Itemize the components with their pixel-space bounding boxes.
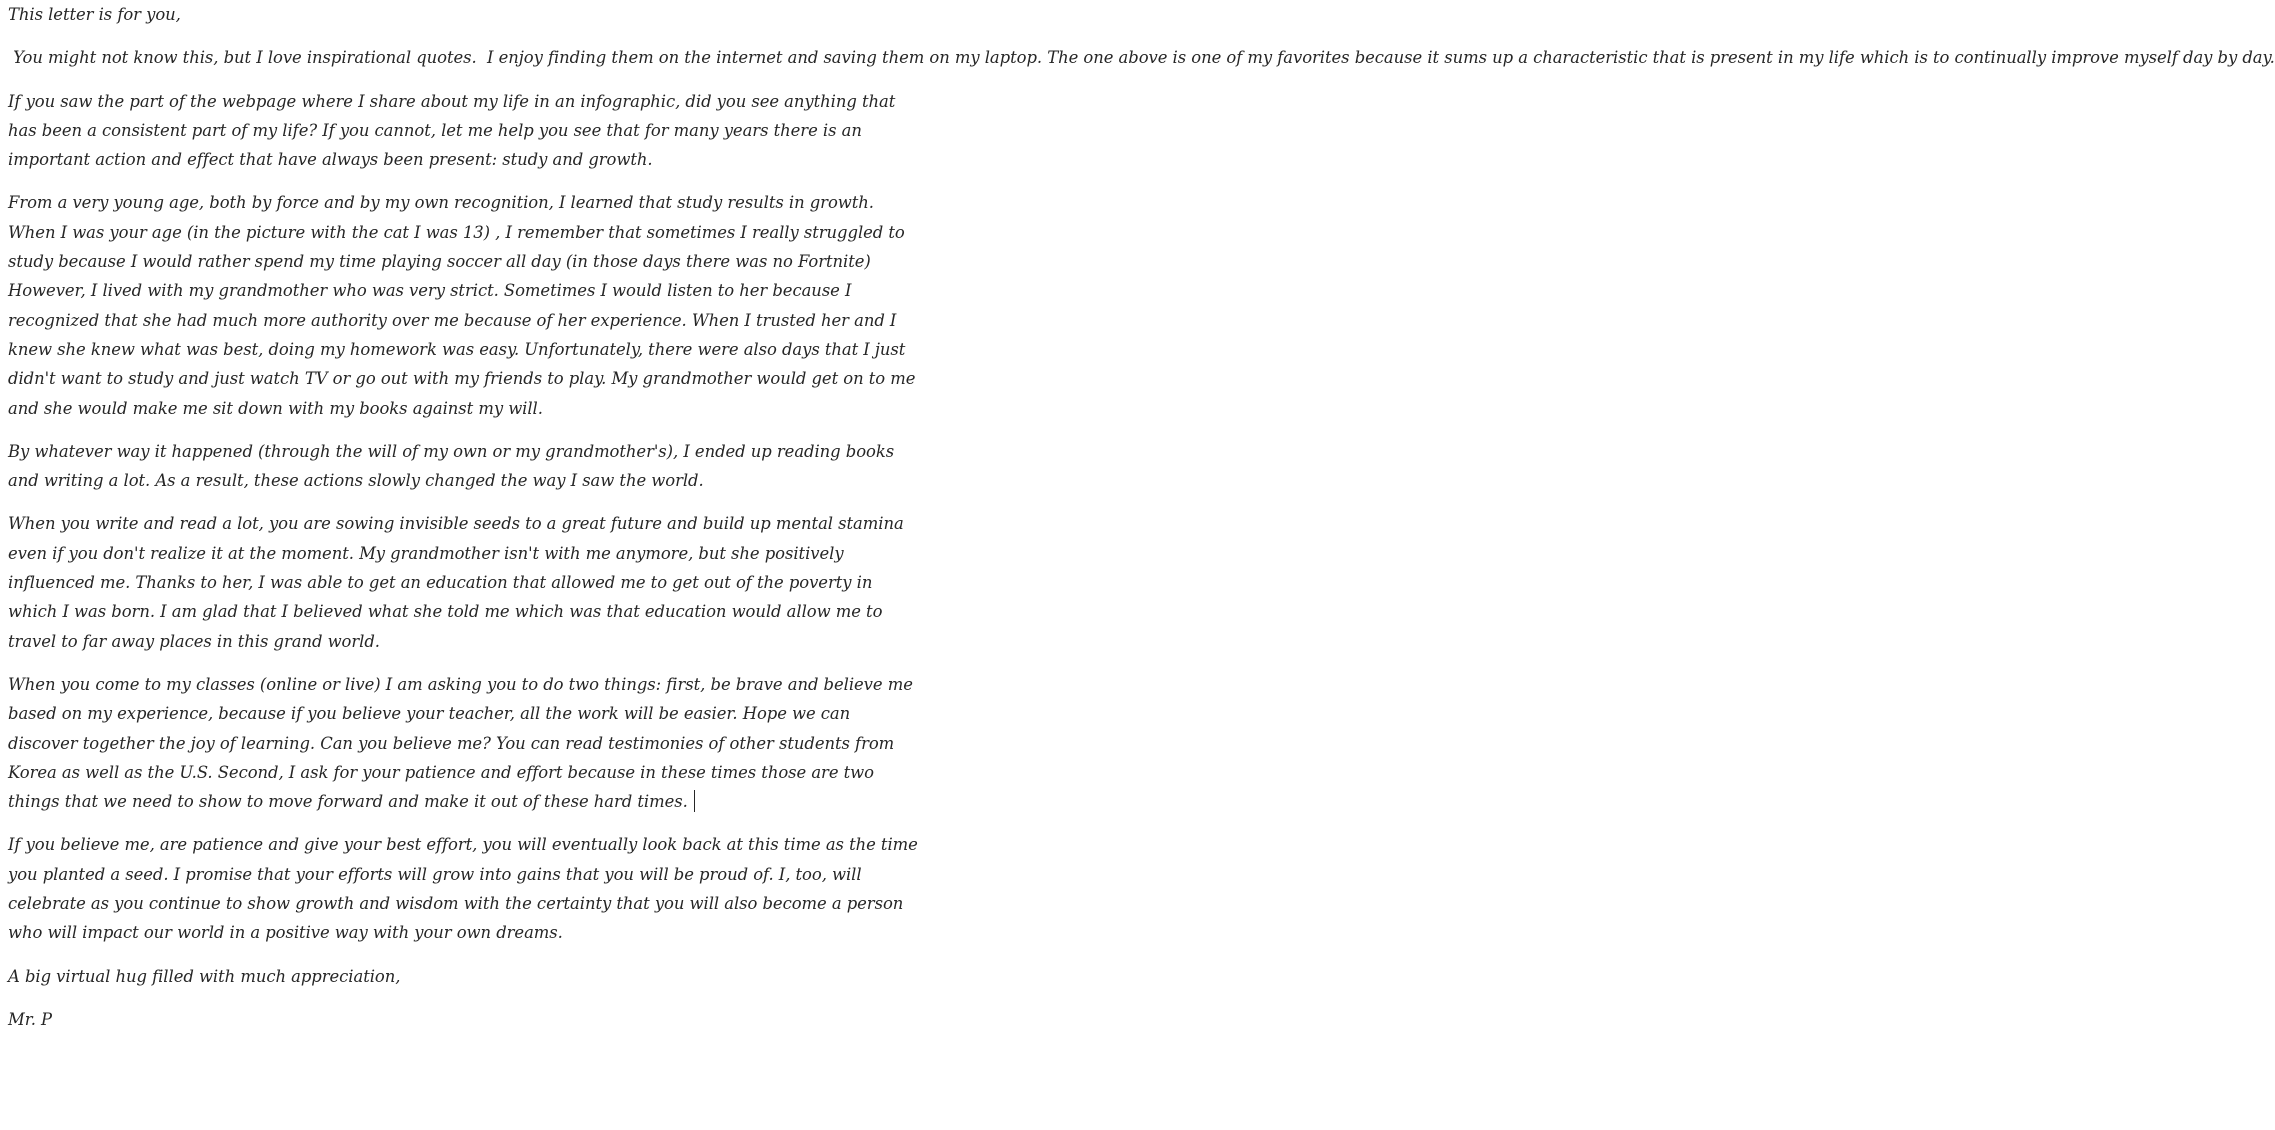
paragraph-quotes-text: You might not know this, but I love inspirational quotes. I enjoy finding them on the internet and saving them on my laptop. The one above is one of my favorites because it sums up a characteristic that is present in my life which is to continually improve myself day by day. [8, 48, 2275, 68]
paragraph-infographic: If you saw the part of the webpage where I share about my life in an infographic, did you see anything that has been a consistent part of my life? If you cannot, let me help you see that for many years there is an important action and effect that have always been present: study and growth. [8, 91, 896, 170]
letter-closing: A big virtual hug filled with much appreciation, [8, 966, 401, 986]
paragraph-quotes [8, 43, 2275, 72]
letter-body [8, 0, 2275, 1034]
text-cursor [694, 790, 695, 812]
paragraph-grandmother: When you write and read a lot, you are sowing invisible seeds to a great future and build up mental stamina even if you don't realize it at the moment. My grandmother isn't with me anymore, but she positively influenced me. Thanks to her, I was able to get an education that allowed me to get out of the poverty in which I was born. I am glad that I believed what she told me which was that education would allow me to travel to far away places in this grand world. [8, 514, 904, 651]
paragraph-reading: By whatever way it happened (through the will of my own or my grandmother's), I ended up reading books and writing a lot. As a result, these actions slowly changed the way I saw the world. [8, 441, 895, 491]
paragraph-seed: If you believe me, are patience and give your best effort, you will eventually look back at this time as the time you planted a seed. I promise that your efforts will grow into gains that you will be proud of. I, too, will celebrate as you continue to show growth and wisdom with the certainty that you will also become a person who will impact our world in a positive way with your own dreams. [8, 835, 918, 943]
paragraph-childhood: From a very young age, both by force and by my own recognition, I learned that study results in growth. When I was your age (in the picture with the cat I was 13) , I remember that sometimes I really struggled to study because I would rather spend my time playing soccer all day (in those days there was no Fortnite) However, I lived with my grandmother who was very strict. Sometimes I would listen to her because I recognized that she had much more authority over me because of her experience. When I trusted her and I knew she knew what was best, doing my homework was easy. Unfortunately, there were also days that I just didn't want to study and just watch TV or go out with my friends to play. My grandmother would get on to me and she would make me sit down with my books against my will. [8, 193, 916, 418]
paragraph-classes [8, 670, 924, 816]
letter-signature: Mr. P [8, 1009, 53, 1029]
letter-greeting: This letter is for you, [8, 5, 181, 24]
paragraph-classes-text: When you come to my classes (online or live) I am asking you to do two things: first, be brave and believe me based on my experience, because if you believe your teacher, all the work will be easier. Hope we can discover together the joy of learning. Can you believe me? You can read testimonies of other students from Korea as well as the U.S. Second, I ask for your patience and effort because in these times those are two things that we need to show to move forward and make it out of these hard times. [8, 674, 913, 812]
